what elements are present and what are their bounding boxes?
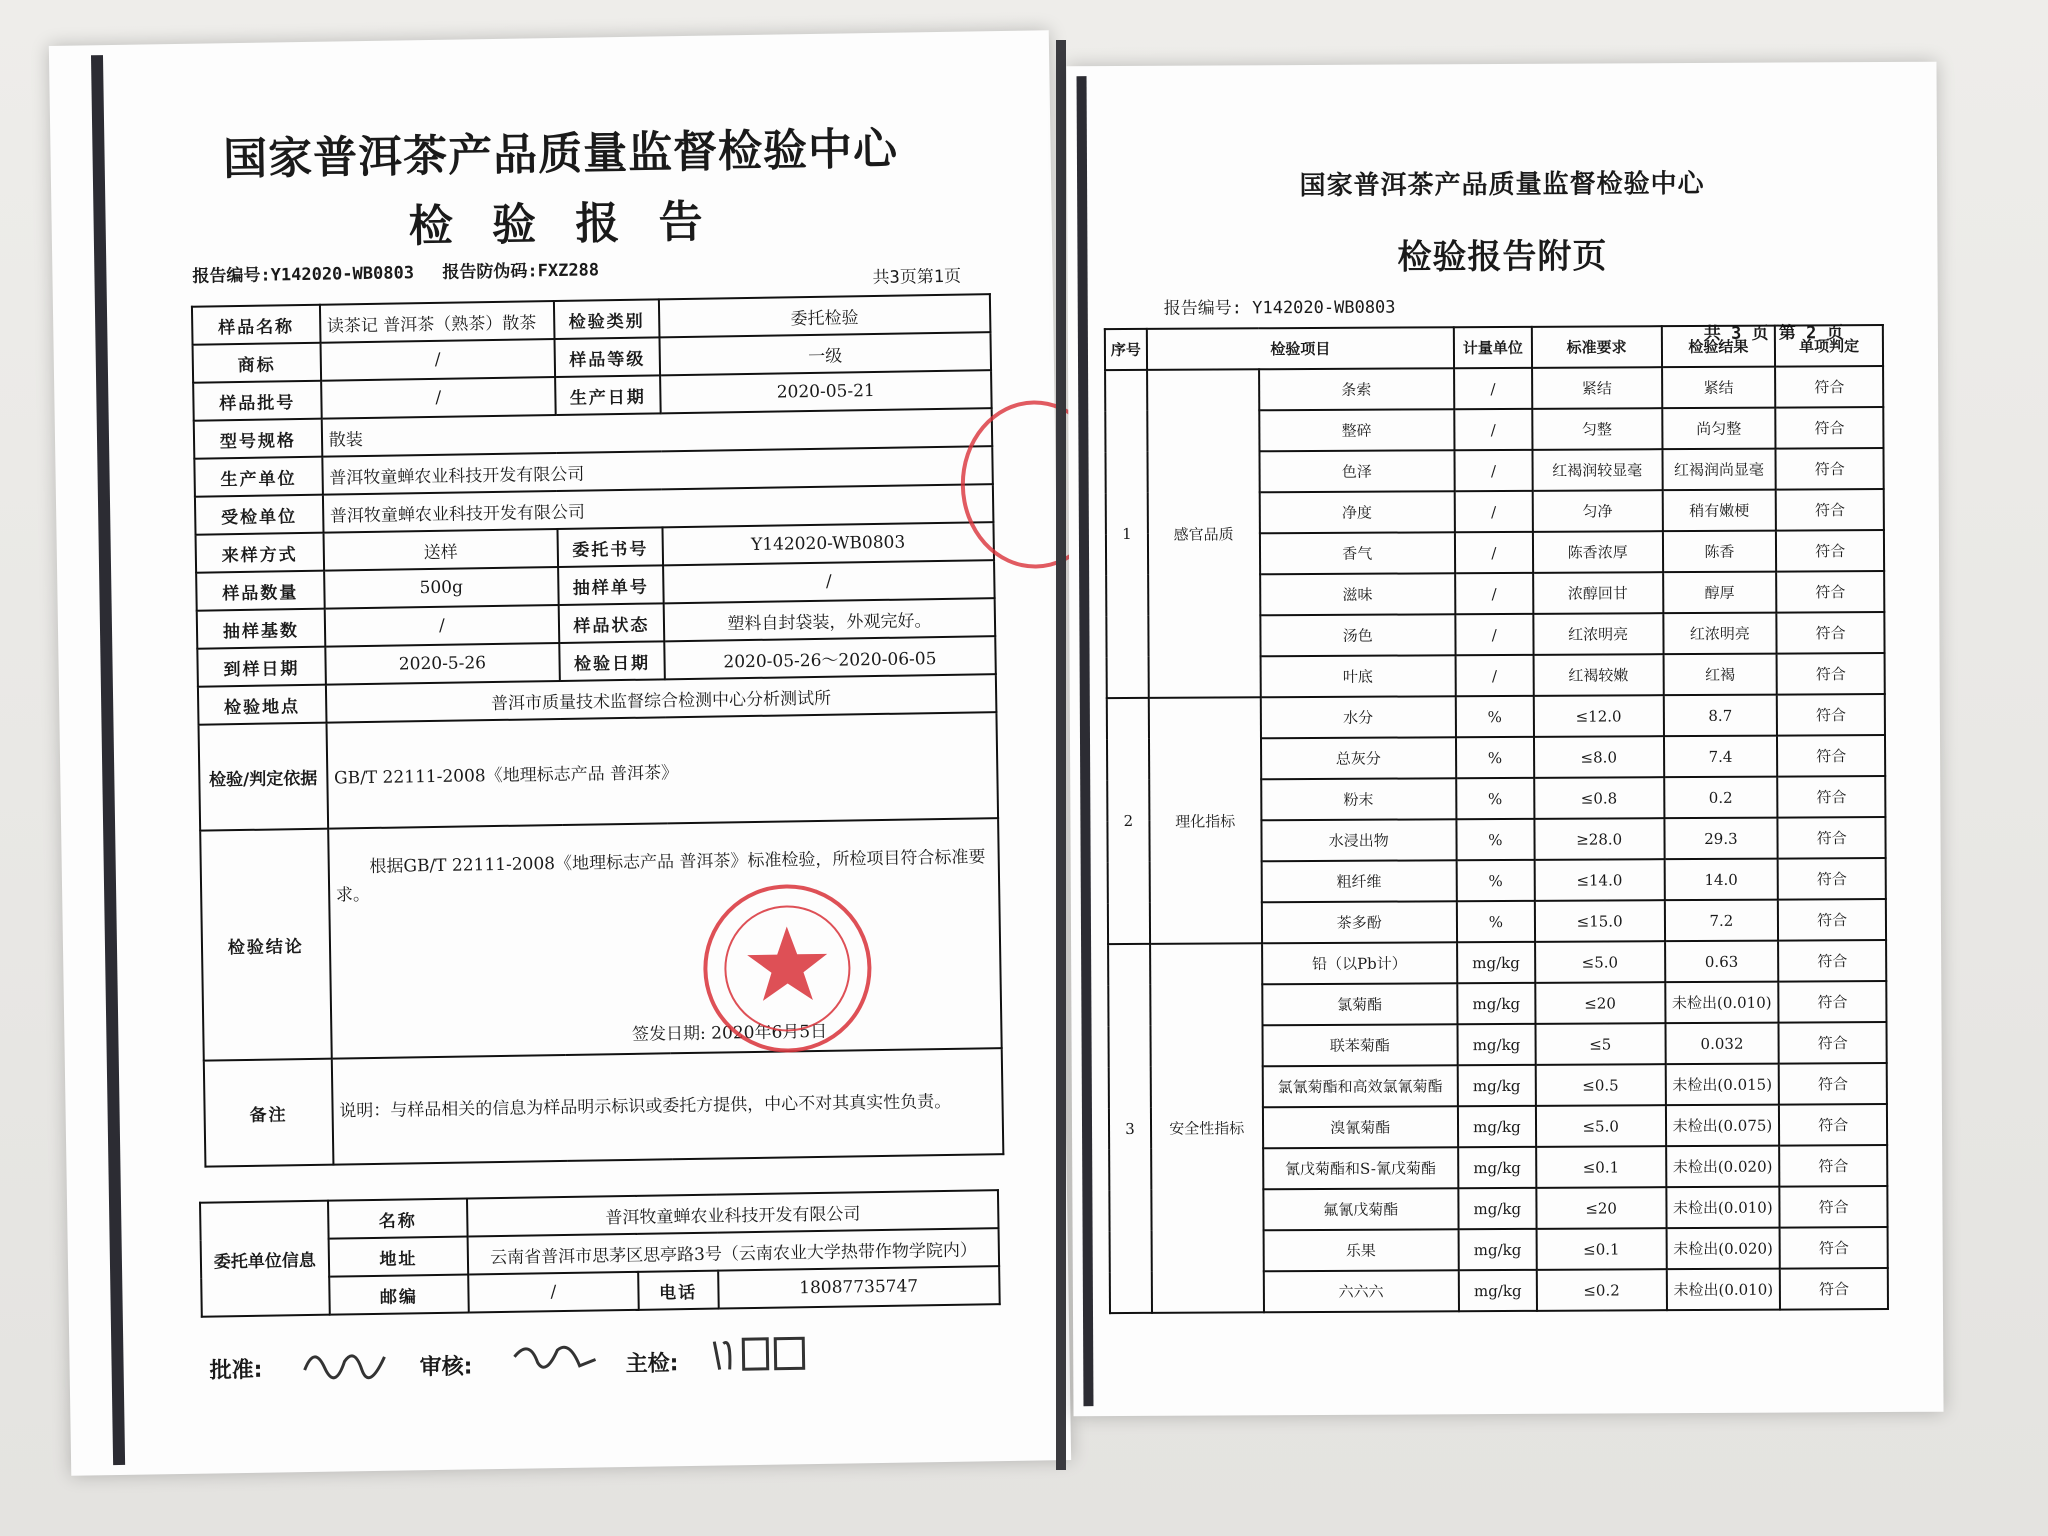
item-unit: mg/kg (1457, 942, 1535, 983)
item-standard: ≤8.0 (1534, 736, 1664, 778)
header-standard: 标准要求 (1532, 326, 1662, 368)
item-verdict: 符合 (1777, 776, 1885, 818)
item-standard: ≤12.0 (1534, 695, 1664, 737)
item-name: 溴氰菊酯 (1262, 1106, 1458, 1148)
item-result: 未检出(0.010) (1666, 1269, 1780, 1311)
conclusion-cell (328, 818, 1002, 1059)
label-sampling: 来样方式 (196, 533, 324, 573)
item-standard: ≤20 (1536, 1187, 1666, 1229)
label-state: 样品状态 (559, 603, 664, 643)
item-name: 水浸出物 (1261, 819, 1457, 861)
value-sampling: 送样 (323, 529, 558, 571)
report-title: 检 验 报 告 (408, 196, 716, 253)
item-verdict: 符合 (1780, 1227, 1888, 1269)
label-sample-order: 抽样单号 (558, 565, 663, 605)
item-verdict: 符合 (1779, 1063, 1887, 1105)
label-batch: 样品批号 (193, 381, 321, 421)
item-verdict: 符合 (1778, 817, 1886, 859)
main-inspector-signature (709, 1330, 810, 1384)
value-location: 普洱市质量技术监督综合检测中心分析测试所 (326, 674, 997, 723)
official-seal (702, 883, 873, 1054)
item-unit: % (1456, 819, 1534, 860)
value-prod-date: 2020-05-21 (660, 370, 992, 413)
item-name: 乐果 (1263, 1229, 1459, 1271)
item-name: 茶多酚 (1261, 901, 1457, 943)
item-standard: ≤5 (1535, 1023, 1665, 1065)
item-unit: mg/kg (1458, 1106, 1536, 1147)
item-result: 7.2 (1664, 900, 1778, 942)
item-result: 8.7 (1663, 695, 1777, 737)
value-client-phone: 18087735747 (718, 1266, 1000, 1308)
approve-label: 批准: (209, 1357, 263, 1384)
item-name: 整碎 (1259, 409, 1455, 451)
item-name: 联苯菊酯 (1262, 1024, 1458, 1066)
binding-strip-right (1077, 76, 1094, 1406)
value-client-post: / (468, 1272, 638, 1313)
report-page-2 (1066, 62, 1943, 1417)
label-producer: 生产单位 (194, 457, 322, 497)
item-unit: % (1457, 901, 1535, 942)
group-number: 3 (1108, 944, 1152, 1313)
item-result: 29.3 (1664, 818, 1778, 860)
item-name: 氯菊酯 (1262, 983, 1458, 1025)
item-name: 水分 (1260, 696, 1456, 738)
item-verdict: 符合 (1779, 1022, 1887, 1064)
group-name: 安全性指标 (1150, 943, 1264, 1313)
item-verdict: 符合 (1776, 448, 1884, 490)
item-standard: ≤0.2 (1537, 1269, 1667, 1311)
org-title: 国家普洱茶产品质量监督检验中心 (222, 123, 899, 186)
item-standard: ≤14.0 (1534, 859, 1664, 901)
item-verdict: 符合 (1778, 899, 1886, 941)
header-unit: 计量单位 (1454, 327, 1532, 368)
label-remark: 备注 (204, 1059, 333, 1167)
item-verdict: 符合 (1778, 858, 1886, 900)
item-name: 粉末 (1261, 778, 1457, 820)
header-item: 检验项目 (1147, 327, 1454, 370)
item-verdict: 符合 (1777, 653, 1885, 695)
value-conclusion: 根据GB/T 22111-2008《地理标志产品 普洱茶》标准检验，所检项目符合标准要求。 (335, 847, 986, 906)
item-result: 稍有嫩梗 (1662, 490, 1776, 532)
item-unit: mg/kg (1457, 1024, 1535, 1065)
item-verdict: 符合 (1776, 407, 1884, 449)
item-standard: 陈香浓厚 (1533, 531, 1663, 573)
item-standard: ≤0.8 (1534, 777, 1664, 819)
item-name: 六六六 (1263, 1270, 1459, 1312)
appendix-report-number: 报告编号: Y142020-WB0803 (1163, 297, 1396, 319)
item-name: 汤色 (1260, 614, 1456, 656)
label-qty: 样品数量 (196, 571, 324, 611)
value-state: 塑料自封袋装，外观完好。 (663, 598, 995, 641)
result-row (1107, 694, 1885, 739)
item-result: 0.63 (1665, 941, 1779, 983)
item-result: 尚匀整 (1662, 408, 1776, 450)
item-standard: 红浓明亮 (1533, 613, 1663, 655)
label-client-phone: 电话 (638, 1271, 718, 1310)
item-unit: mg/kg (1458, 1188, 1536, 1229)
header-result: 检验结果 (1661, 326, 1775, 368)
value-brand: / (320, 339, 555, 381)
label-client: 委托单位信息 (200, 1201, 329, 1317)
value-batch: / (321, 377, 556, 419)
item-result: 红浓明亮 (1663, 613, 1777, 655)
item-unit: / (1454, 450, 1532, 491)
item-unit: / (1455, 614, 1533, 655)
item-unit: / (1455, 532, 1533, 573)
item-name: 氯氰菊酯和高效氯氰菊酯 (1262, 1065, 1458, 1107)
issue-date: 签发日期: 2020年6月5日 (631, 1021, 828, 1045)
value-base: / (324, 605, 559, 647)
appendix-title: 检验报告附页 (1397, 236, 1608, 278)
item-name: 总灰分 (1261, 737, 1457, 779)
item-name: 氰戊菊酯和S-氰戊菊酯 (1263, 1147, 1459, 1189)
value-producer: 普洱牧童蝉农业科技开发有限公司 (322, 446, 993, 495)
item-verdict: 符合 (1779, 981, 1887, 1023)
results-body (1105, 366, 1888, 1313)
item-standard: ≤0.1 (1536, 1146, 1666, 1188)
item-result: 红褐润尚显毫 (1662, 449, 1776, 491)
item-result: 0.032 (1665, 1023, 1779, 1065)
value-sample-order: / (663, 560, 995, 603)
label-inspected: 受检单位 (195, 495, 323, 535)
item-standard: 匀整 (1532, 408, 1662, 450)
item-result: 未检出(0.010) (1666, 1187, 1780, 1229)
item-standard: 浓醇回甘 (1533, 572, 1663, 614)
item-unit: / (1455, 573, 1533, 614)
item-standard: ≤0.5 (1536, 1064, 1666, 1106)
label-location: 检验地点 (198, 685, 326, 725)
item-result: 未检出(0.010) (1665, 982, 1779, 1024)
review-signature (509, 1335, 600, 1388)
value-grade: 一级 (659, 332, 991, 375)
label-grade: 样品等级 (555, 337, 660, 377)
report-page-1 (49, 30, 1071, 1476)
report-info-table (191, 293, 1004, 1167)
value-test-type: 委托检验 (659, 294, 991, 337)
item-name: 滋味 (1260, 573, 1456, 615)
item-verdict: 符合 (1779, 1104, 1887, 1146)
item-standard: ≤5.0 (1536, 1105, 1666, 1147)
label-conclusion: 检验结论 (200, 829, 331, 1061)
item-standard: ≤20 (1535, 982, 1665, 1024)
item-unit: mg/kg (1458, 1229, 1536, 1270)
anti-fake-code: 报告防伪码:FXZ288 (442, 260, 600, 283)
item-verdict: 符合 (1776, 530, 1884, 572)
item-name: 粗纤维 (1261, 860, 1457, 902)
item-standard: ≥28.0 (1534, 818, 1664, 860)
group-name: 理化指标 (1149, 697, 1262, 944)
item-verdict: 符合 (1778, 940, 1886, 982)
item-name: 铅（以Pb计） (1262, 942, 1458, 984)
client-info-table (199, 1189, 1001, 1318)
item-name: 净度 (1259, 491, 1455, 533)
value-inspected: 普洱牧童蝉农业科技开发有限公司 (323, 484, 994, 533)
item-unit: % (1456, 737, 1534, 778)
binding-strip (91, 55, 125, 1465)
page-info: 共3页第1页 (872, 266, 962, 289)
item-unit: / (1454, 368, 1532, 409)
item-verdict: 符合 (1777, 694, 1885, 736)
header-verdict: 单项判定 (1775, 325, 1883, 367)
item-unit: mg/kg (1459, 1270, 1537, 1311)
item-result: 未检出(0.075) (1665, 1105, 1779, 1147)
item-result: 红褐 (1663, 654, 1777, 696)
item-result: 0.2 (1664, 777, 1778, 819)
value-remark: 说明：与样品相关的信息为样品明示标识或委托方提供，中心不对其真实性负责。 (331, 1048, 1003, 1165)
label-brand: 商标 (193, 343, 321, 383)
item-verdict: 符合 (1777, 735, 1885, 777)
item-verdict: 符合 (1779, 1145, 1887, 1187)
value-commission-no: Y142020-WB0803 (662, 522, 994, 565)
review-label: 审核: (419, 1354, 473, 1381)
value-client-name: 普洱牧童蝉农业科技开发有限公司 (467, 1190, 998, 1236)
item-unit: % (1456, 778, 1534, 819)
report-number: 报告编号:Y142020-WB0803 (192, 263, 415, 287)
item-verdict: 符合 (1776, 489, 1884, 531)
value-client-addr: 云南省普洱市思茅区思亭路3号（云南农业大学热带作物学院内） (468, 1228, 999, 1274)
item-standard: 红褐较嫩 (1533, 654, 1663, 696)
group-number: 2 (1107, 698, 1150, 944)
item-verdict: 符合 (1780, 1268, 1888, 1310)
label-test-type: 检验类别 (554, 299, 659, 339)
appendix-page-info: 共 3 页 第 2 页 (1703, 323, 1844, 344)
item-unit: % (1456, 696, 1534, 737)
item-verdict: 符合 (1777, 612, 1885, 654)
group-number: 1 (1105, 370, 1149, 698)
item-result: 7.4 (1663, 736, 1777, 778)
item-unit: / (1455, 655, 1533, 696)
item-result: 陈香 (1662, 531, 1776, 573)
item-unit: mg/kg (1458, 1065, 1536, 1106)
label-base: 抽样基数 (197, 609, 325, 649)
item-unit: % (1457, 860, 1535, 901)
item-result: 未检出(0.020) (1666, 1228, 1780, 1270)
appendix-org-title: 国家普洱茶产品质量监督检验中心 (1299, 168, 1705, 202)
item-result: 未检出(0.020) (1666, 1146, 1780, 1188)
label-sample-name: 样品名称 (192, 305, 320, 345)
item-name: 香气 (1259, 532, 1455, 574)
item-unit: mg/kg (1458, 1147, 1536, 1188)
value-qty: 500g (324, 567, 559, 609)
item-name: 条索 (1259, 368, 1455, 410)
item-verdict: 符合 (1775, 366, 1883, 408)
label-arrival: 到样日期 (197, 647, 325, 687)
label-client-post: 邮编 (329, 1275, 469, 1315)
item-standard: ≤0.1 (1536, 1228, 1666, 1270)
item-name: 氟氰戊菊酯 (1263, 1188, 1459, 1230)
label-client-name: 名称 (328, 1199, 468, 1239)
item-verdict: 符合 (1780, 1186, 1888, 1228)
group-name: 感官品质 (1147, 369, 1260, 698)
label-client-addr: 地址 (328, 1237, 468, 1277)
label-commission-no: 委托书号 (558, 527, 663, 567)
item-name: 叶底 (1260, 655, 1456, 697)
header-no: 序号 (1105, 329, 1147, 370)
item-standard: 匀净 (1533, 490, 1663, 532)
main-inspector-label: 主检: (625, 1351, 679, 1378)
item-result: 14.0 (1664, 859, 1778, 901)
result-row (1105, 366, 1883, 411)
value-basis: GB/T 22111-2008《地理标志产品 普洱茶》 (326, 712, 998, 829)
label-prod-date: 生产日期 (555, 375, 660, 415)
item-standard: ≤5.0 (1535, 941, 1665, 983)
approve-signature (299, 1339, 390, 1392)
item-name: 色泽 (1259, 450, 1455, 492)
item-verdict: 符合 (1776, 571, 1884, 613)
value-sample-name: 读茶记 普洱茶（熟茶）散茶 (320, 301, 555, 343)
item-result: 醇厚 (1663, 572, 1777, 614)
result-row (1108, 940, 1886, 985)
item-standard: 红褐润较显毫 (1532, 449, 1662, 491)
item-unit: / (1455, 491, 1533, 532)
value-spec: 散装 (321, 408, 992, 457)
item-standard: 紧结 (1532, 367, 1662, 409)
book-spine (1056, 40, 1066, 1470)
label-test-date: 检验日期 (559, 641, 664, 681)
label-basis: 检验/判定依据 (199, 723, 328, 831)
item-standard: ≤15.0 (1535, 900, 1665, 942)
item-unit: / (1454, 409, 1532, 450)
test-results-table (1104, 324, 1889, 1314)
item-unit: mg/kg (1457, 983, 1535, 1024)
label-spec: 型号规格 (194, 419, 322, 459)
item-result: 未检出(0.015) (1665, 1064, 1779, 1106)
value-arrival: 2020-5-26 (325, 643, 560, 685)
item-result: 紧结 (1662, 367, 1776, 409)
value-test-date: 2020-05-26～2020-06-05 (664, 636, 996, 679)
